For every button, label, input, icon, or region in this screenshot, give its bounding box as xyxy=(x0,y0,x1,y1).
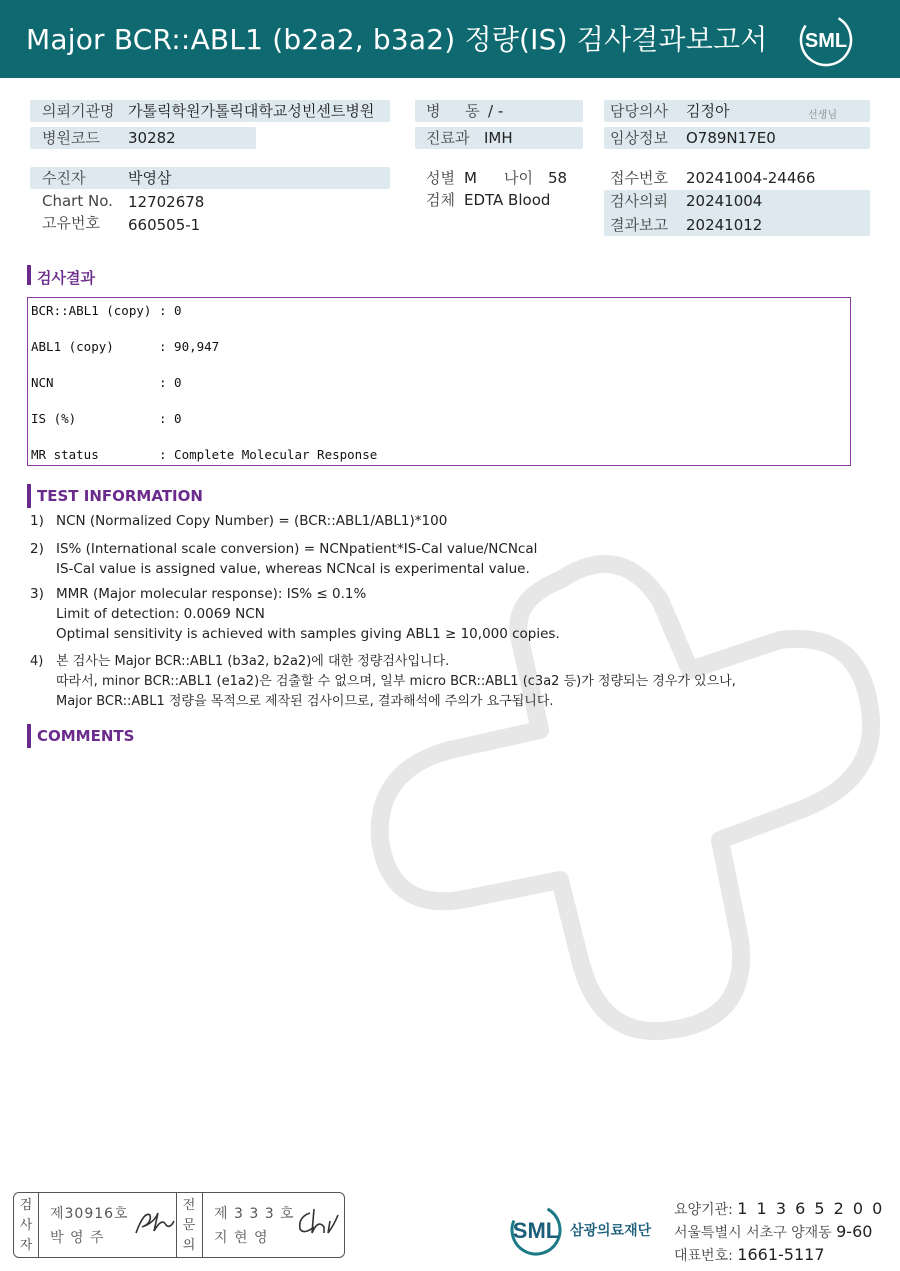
signature-box xyxy=(13,1192,345,1258)
institution-value: 가톨릭학원가톨릭대학교성빈센트병원 xyxy=(128,102,375,120)
dept-value: IMH xyxy=(484,129,513,147)
result-key: NCN xyxy=(31,375,54,390)
test-info-number: 3) xyxy=(30,586,44,602)
receipt-label: 접수번호 xyxy=(610,169,668,187)
result-value: : 90,947 xyxy=(159,339,220,354)
hospital-code-value: 30282 xyxy=(128,129,176,147)
sex-label: 성별 xyxy=(426,169,455,187)
specialist-name: 지 현 영 xyxy=(214,1230,269,1246)
result-row xyxy=(31,447,377,462)
chart-label: Chart No. xyxy=(42,192,113,210)
result-value: : Complete Molecular Response xyxy=(159,447,378,462)
results-section-bar xyxy=(27,265,31,285)
comments-section-title: COMMENTS xyxy=(37,727,135,745)
test-info-line: IS% (International scale conversion) = NCNpatient*IS-Cal value/NCNcal xyxy=(56,541,538,557)
result-row xyxy=(31,375,182,390)
specialist-label: 전 문 의 xyxy=(182,1198,196,1253)
clinical-label: 임상정보 xyxy=(610,129,668,147)
result-value: : 0 xyxy=(159,411,182,426)
footer-sml-logo-icon xyxy=(510,1202,660,1258)
test-info-section-title: TEST INFORMATION xyxy=(37,487,203,505)
chart-value: 12702678 xyxy=(128,193,205,211)
unique-value: 660505-1 xyxy=(128,216,201,234)
result-key: IS (%) xyxy=(31,411,77,426)
test-info-section-bar xyxy=(27,484,31,508)
report-date-value: 20241012 xyxy=(686,216,763,234)
examiner-label: 검 사 자 xyxy=(19,1198,33,1253)
test-info-line: 본 검사는 Major BCR::ABL1 (b3a2, b2a2)에 대한 정량검사입니다. xyxy=(56,654,450,669)
hospital-code-label: 병원코드 xyxy=(42,129,100,147)
specialist-number: 제 3 3 3 호 xyxy=(214,1206,295,1222)
footer-org-name: 삼광의료재단 xyxy=(570,1223,652,1239)
comments-section-bar xyxy=(27,724,31,748)
footer-logo-text: SML xyxy=(512,1218,560,1243)
report-date-label: 결과보고 xyxy=(610,216,668,234)
result-value: : 0 xyxy=(159,375,182,390)
patient-value: 박영삼 xyxy=(128,169,172,187)
ward-value: / - xyxy=(488,102,504,120)
result-key: BCR::ABL1 (copy) xyxy=(31,303,152,318)
sml-logo-icon xyxy=(796,12,856,68)
test-info-line: Limit of detection: 0.0069 NCN xyxy=(56,606,265,622)
sex-value: M xyxy=(464,169,477,187)
results-box xyxy=(27,297,851,466)
test-info-number: 2) xyxy=(30,541,44,557)
test-info-line: IS-Cal value is assigned value, whereas NCNcal is experimental value. xyxy=(56,561,530,577)
test-info-line: NCN (Normalized Copy Number) = (BCR::ABL1/ABL1)*100 xyxy=(56,513,448,529)
footer-phone: 대표번호: 1661-5117 xyxy=(674,1245,825,1264)
dept-label: 진료과 xyxy=(426,129,470,147)
result-key: MR status xyxy=(31,447,99,462)
test-info-number: 4) xyxy=(30,654,44,669)
unique-label: 고유번호 xyxy=(42,214,100,232)
test-info-number: 1) xyxy=(30,513,44,529)
footer-address: 서울특별시 서초구 양재동 9-60 xyxy=(674,1222,873,1241)
receipt-value: 20241004-24466 xyxy=(686,169,816,187)
result-row xyxy=(31,303,182,318)
test-info-line: Optimal sensitivity is achieved with samples giving ABL1 ≥ 10,000 copies. xyxy=(56,626,560,642)
test-info-line: MMR (Major molecular response): IS% ≤ 0.1% xyxy=(56,586,367,602)
institution-label: 의뢰기관명 xyxy=(42,102,115,120)
examiner-signature-icon xyxy=(132,1207,176,1239)
result-key: ABL1 (copy) xyxy=(31,339,114,354)
request-label: 검사의뢰 xyxy=(610,192,668,210)
age-label: 나이 xyxy=(504,169,533,187)
examiner-number: 제30916호 xyxy=(50,1206,129,1222)
patient-label: 수진자 xyxy=(42,169,86,187)
test-info-line: Major BCR::ABL1 정량을 목적으로 제작된 검사이므로, 결과해석에 주의가 요구됩니다. xyxy=(56,694,554,709)
result-value: : 0 xyxy=(159,303,182,318)
results-section-title: 검사결과 xyxy=(37,269,95,287)
report-header xyxy=(0,0,900,78)
ward-label: 병 동 xyxy=(426,102,490,120)
result-row xyxy=(31,411,182,426)
footer-code: 요양기관: 1 1 3 6 5 2 0 0 xyxy=(674,1199,885,1218)
doctor-label: 담당의사 xyxy=(610,102,668,120)
result-row xyxy=(31,339,219,354)
clinical-value: O789N17E0 xyxy=(686,129,776,147)
request-value: 20241004 xyxy=(686,192,763,210)
specimen-label: 검체 xyxy=(426,191,455,209)
doctor-value: 김정아 xyxy=(686,102,730,120)
header-logo-text: SML xyxy=(804,30,848,52)
doctor-suffix: 선생님 xyxy=(808,110,837,121)
test-info-line: 따라서, minor BCR::ABL1 (e1a2)은 검출할 수 없으며, 일부 micro BCR::ABL1 (c3a2 등)가 정량되는 경우가 있으나, xyxy=(56,674,736,689)
examiner-name: 박 영 주 xyxy=(50,1230,105,1246)
specialist-signature-icon xyxy=(294,1205,340,1239)
age-value: 58 xyxy=(548,169,568,187)
report-title: Major BCR::ABL1 (b2a2, b3a2) 정량(IS) 검사결과보고서 xyxy=(26,23,768,56)
specimen-value: EDTA Blood xyxy=(464,191,551,209)
